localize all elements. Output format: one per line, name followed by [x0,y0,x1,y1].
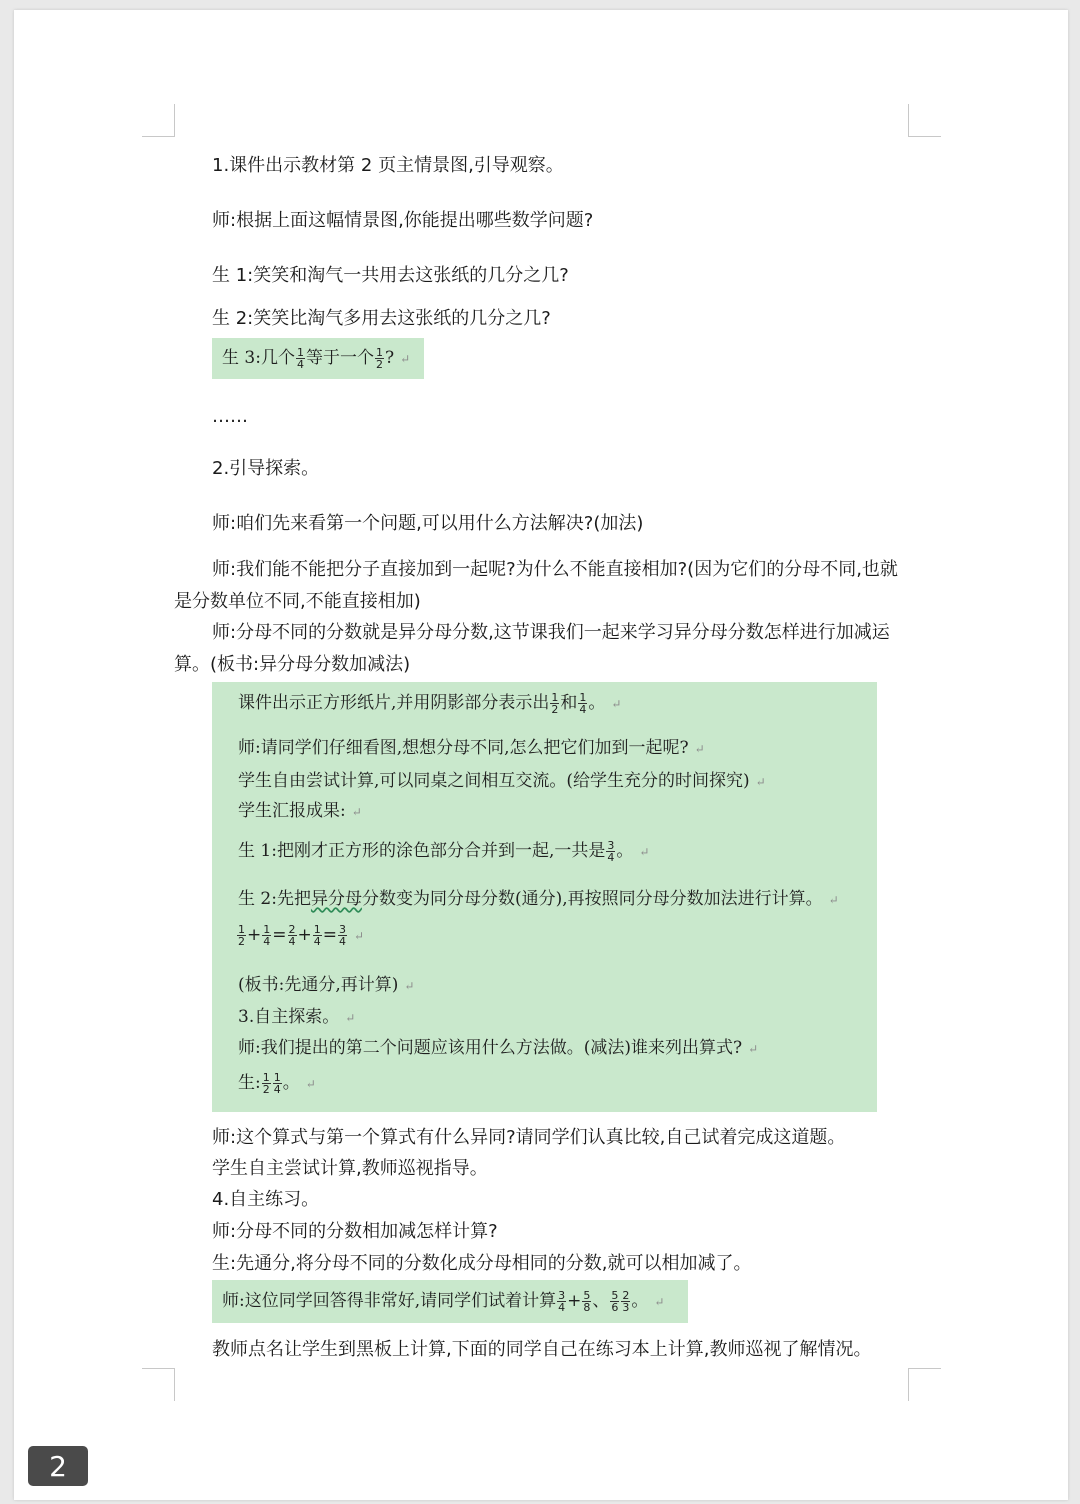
paragraph-mark-icon: ↵ [354,929,365,943]
fraction: $\frac{1}{2}$ [262,1071,270,1096]
paragraph-student-answer: 生:先通分,将分母不同的分数化成分母相同的分数,就可以相加减了。 [212,1253,752,1274]
fraction: $\frac{1}{2}$ [238,923,245,948]
fraction: $\frac{3}{4}$ [339,923,346,948]
fraction: $\frac{1}{4}$ [263,923,271,948]
paragraph-step-1: 1.课件出示教材第 2 页主情景图,引导观察。 [212,155,564,176]
box-line-11: 生: $\frac{1}{2}$ $\frac{1}{4}$ 。 ↵ [238,1071,316,1096]
paragraph-mark-icon: ↵ [755,775,766,789]
paragraph-mark-icon: ↵ [345,1011,356,1025]
paragraph-mark-icon: ↵ [404,979,415,993]
paragraph-teacher-compare: 师:这个算式与第一个算式有什么异同?请同学们认真比较,自己试着完成这道题。 [212,1127,846,1148]
paragraph-teacher-unlike: 师:分母不同的分数就是异分母分数,这节课我们一起来学习异分母分数怎样进行加减运算。(板书:异分母分数加减法) [174,622,890,675]
paragraph-mark-icon: ↵ [611,697,622,711]
spellcheck-underline: 异分母 [310,889,362,909]
highlight-student-3 [212,338,424,379]
paragraph-teacher-method: 师:咱们先来看第一个问题,可以用什么方法解决?(加法) [212,513,644,534]
paragraph-teacher-how: 师:分母不同的分数相加减怎样计算? [212,1221,498,1242]
page-number-badge[interactable]: 2 [28,1446,88,1486]
fraction: $\frac{1}{4}$ [579,691,587,716]
highlight-teacher-exercise [212,1280,688,1323]
paragraph-mark-icon: ↵ [351,805,362,819]
paragraph-student-1: 生 1:笑笑和淘气一共用去这张纸的几分之几? [212,265,569,286]
box-line-8: (板书:先通分,再计算) ↵ [238,975,415,995]
paragraph-teacher-question: 师:根据上面这幅情景图,你能提出哪些数学问题? [212,210,594,231]
fraction: $\frac{2}{4}$ [288,923,296,948]
paragraph-mark-icon: ↵ [400,352,411,366]
paragraph-mark-icon: ↵ [828,893,839,907]
fraction: $\frac{1}{2}$ [375,346,383,371]
crop-mark-bottom-right [908,1368,941,1401]
box-line-2: 师:请同学们仔细看图,想想分母不同,怎么把它们加到一起呢? ↵ [238,738,705,758]
fraction: $\frac{1}{4}$ [313,923,321,948]
fraction: $\frac{3}{4}$ [558,1289,566,1314]
box-line-1: 课件出示正方形纸片,并用阴影部分表示出 $\frac{1}{2}$ 和 $\frac{1}{4}$ 。 ↵ [238,691,622,716]
exercise-line: 师:这位同学回答得非常好,请同学们试着计算 $\frac{3}{4}$ + $\frac{5}{8}$ 、 $\frac{5}{6}$ $\frac{2}{3}$ 。 ↵ [222,1289,665,1314]
paragraph-mark-icon: ↵ [305,1077,316,1091]
paragraph-mark-icon: ↵ [639,845,650,859]
box-line-10: 师:我们提出的第二个问题应该用什么方法做。(减法)谁来列出算式? ↵ [238,1038,759,1058]
crop-mark-top-right [908,104,941,137]
paragraph-mark-icon: ↵ [654,1295,665,1309]
fraction: $\frac{1}{4}$ [296,346,304,371]
fraction: $\frac{1}{2}$ [551,691,559,716]
paragraph-mark-icon: ↵ [694,742,705,756]
box-line-7-equation: $\frac{1}{2}$ + $\frac{1}{4}$ = $\frac{2}{4}$ + $\frac{1}{4}$ = $\frac{3}{4}$ ↵ [238,923,365,948]
student-3-line: 生 3:几个 $\frac{1}{4}$ 等于一个 $\frac{1}{2}$ ? ↵ [222,346,411,371]
box-line-4: 学生汇报成果: ↵ [238,801,362,821]
fraction: $\frac{3}{4}$ [607,839,615,864]
box-line-9: 3.自主探索。 ↵ [238,1007,356,1027]
crop-mark-top-left [142,104,175,137]
paragraph-teacher-blackboard: 教师点名让学生到黑板上计算,下面的同学自己在练习本上计算,教师巡视了解情况。 [212,1339,872,1360]
fraction: $\frac{5}{8}$ [583,1289,591,1314]
crop-mark-bottom-left [142,1368,175,1401]
fraction: $\frac{1}{4}$ [273,1071,281,1096]
paragraph-students-try: 学生自主尝试计算,教师巡视指导。 [212,1158,488,1179]
box-line-3: 学生自由尝试计算,可以同桌之间相互交流。(给学生充分的时间探究) ↵ [238,771,766,791]
paragraph-teacher-numerator: 师:我们能不能把分子直接加到一起呢?为什么不能直接相加?(因为它们的分母不同,也就是分数单位不同,不能直接相加) [174,559,898,612]
paragraph-student-2: 生 2:笑笑比淘气多用去这张纸的几分之几? [212,308,551,329]
highlight-lesson-box [212,682,877,1112]
box-line-6: 生 2:先把异分母分数变为同分母分数(通分),再按照同分母分数加法进行计算。 ↵ [238,889,839,909]
fraction: $\frac{2}{3}$ [622,1289,630,1314]
ellipsis: …… [212,406,248,427]
paragraph-step-2: 2.引导探索。 [212,458,320,479]
paragraph-mark-icon: ↵ [748,1042,759,1056]
paragraph-step-4: 4.自主练习。 [212,1189,320,1210]
box-line-5: 生 1:把刚才正方形的涂色部分合并到一起,一共是 $\frac{3}{4}$ 。 ↵ [238,839,650,864]
fraction: $\frac{5}{6}$ [611,1289,619,1314]
